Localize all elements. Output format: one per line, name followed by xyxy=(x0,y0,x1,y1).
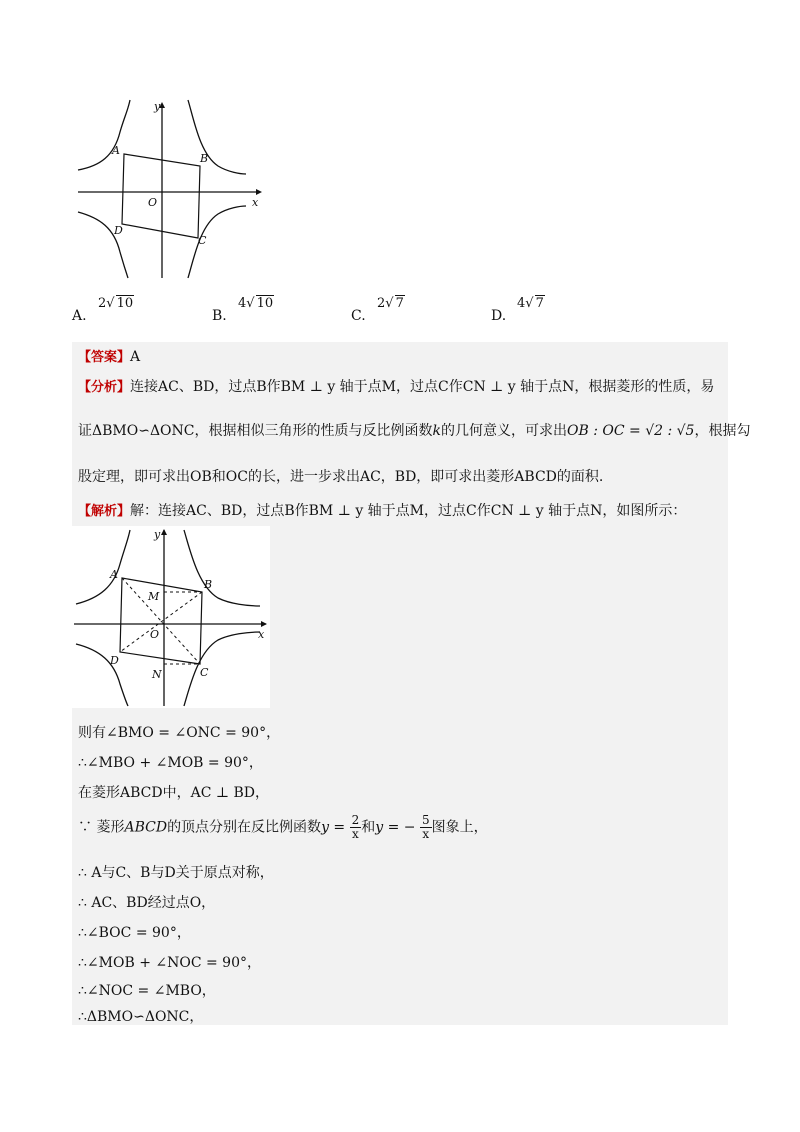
step-6: ∴ AC、BD经过点O， xyxy=(78,895,216,911)
diagonal-ac xyxy=(122,578,200,664)
choice-value: 2√ 7 xyxy=(377,296,404,311)
label-x: x xyxy=(252,196,259,209)
label-b: B xyxy=(204,578,213,591)
hyperbola-branch-top-right xyxy=(188,100,246,174)
label-y: y xyxy=(154,528,161,541)
label-a: A xyxy=(110,568,118,581)
answer-tag: 【答案】 xyxy=(78,350,131,365)
solution-tag: 【解析】 xyxy=(78,504,131,519)
hyperbola-branch-bottom-right xyxy=(188,206,246,278)
hyperbola-branch-top-left xyxy=(78,100,130,170)
fraction-5-over-x: $\frac{5}{x}$ xyxy=(421,813,430,841)
step-3: 在菱形ABCD中，AC ⊥ BD， xyxy=(78,785,269,801)
answer-line xyxy=(78,346,140,365)
hyperbola-branch-bottom-left xyxy=(78,212,128,278)
label-d: D xyxy=(110,654,119,667)
y-axis-arrow xyxy=(161,529,167,535)
label-x: x xyxy=(258,628,265,641)
solution-line-1: 【解析】解：连接AC、BD，过点B作BM ⊥ y 轴于点M，过点C作CN ⊥ y 轴于点N，如图所示： xyxy=(78,503,687,519)
label-m: M xyxy=(148,590,160,603)
analysis-line-2: 证ΔBMO∽ΔONC，根据相似三角形的性质与反比例函数k的几何意义，可求出OB : OC = √2 : √5，根据勾 xyxy=(78,423,751,439)
fraction-2-over-x: $\frac{2}{x}$ xyxy=(351,813,360,841)
label-c: C xyxy=(198,234,207,247)
figure-rhombus-hyperbola xyxy=(70,96,270,280)
choice-letter: C. xyxy=(351,308,366,324)
step-10: ∴ΔBMO∽ΔONC， xyxy=(78,1009,204,1025)
rhombus-abcd xyxy=(120,578,202,664)
label-c: C xyxy=(200,666,209,679)
answer-panel xyxy=(72,342,751,1025)
figure-rhombus-with-perpendiculars xyxy=(72,526,270,708)
step-8: ∴∠MOB + ∠NOC = 90°， xyxy=(78,955,261,971)
choice-letter: B. xyxy=(212,308,227,324)
choice-value: 4√ 10 xyxy=(238,296,274,311)
label-o: O xyxy=(150,628,160,641)
label-y: y xyxy=(154,100,161,113)
analysis-line-1: 【分析】连接AC、BD，过点B作BM ⊥ y 轴于点M，过点C作CN ⊥ y 轴于点N，根据菱形的性质，易 xyxy=(78,379,715,395)
label-b: B xyxy=(200,152,209,165)
step-1: 则有∠BMO = ∠ONC = 90°， xyxy=(78,725,281,741)
choice-letter: D. xyxy=(491,308,507,324)
answer-value: A xyxy=(130,349,141,365)
step-4: ∵ 菱形ABCD的顶点分别在反比例函数y = $\frac{2}{x}$ 和y = − $\frac{5}{x}$ 图象上， xyxy=(78,813,488,841)
label-o: O xyxy=(148,196,158,209)
hyperbola-branch-bottom-right xyxy=(184,632,260,706)
hyperbola-branch-top-right xyxy=(184,530,260,606)
diagonal-bd xyxy=(120,592,202,652)
rhombus-abcd xyxy=(122,154,200,238)
x-axis-arrow xyxy=(256,189,262,195)
choice-value: 2√ 10 xyxy=(98,296,134,311)
analysis-line-3: 股定理，即可求出OB和OC的长，进一步求出AC，BD，即可求出菱形ABCD的面积. xyxy=(78,469,604,485)
step-9: ∴∠NOC = ∠MBO， xyxy=(78,983,216,999)
step-2: ∴∠MBO + ∠MOB = 90°， xyxy=(78,755,263,771)
step-5: ∴ A与C、B与D关于原点对称， xyxy=(78,865,274,881)
hyperbola-branch-bottom-left xyxy=(76,644,128,706)
choice-value: 4√ 7 xyxy=(517,296,544,311)
step-7: ∴∠BOC = 90°， xyxy=(78,925,191,941)
analysis-tag: 【分析】 xyxy=(78,380,131,395)
x-axis-arrow xyxy=(261,621,267,627)
choice-letter: A. xyxy=(72,308,87,324)
label-a: A xyxy=(112,144,120,157)
label-n: N xyxy=(152,668,162,681)
label-d: D xyxy=(114,224,123,237)
